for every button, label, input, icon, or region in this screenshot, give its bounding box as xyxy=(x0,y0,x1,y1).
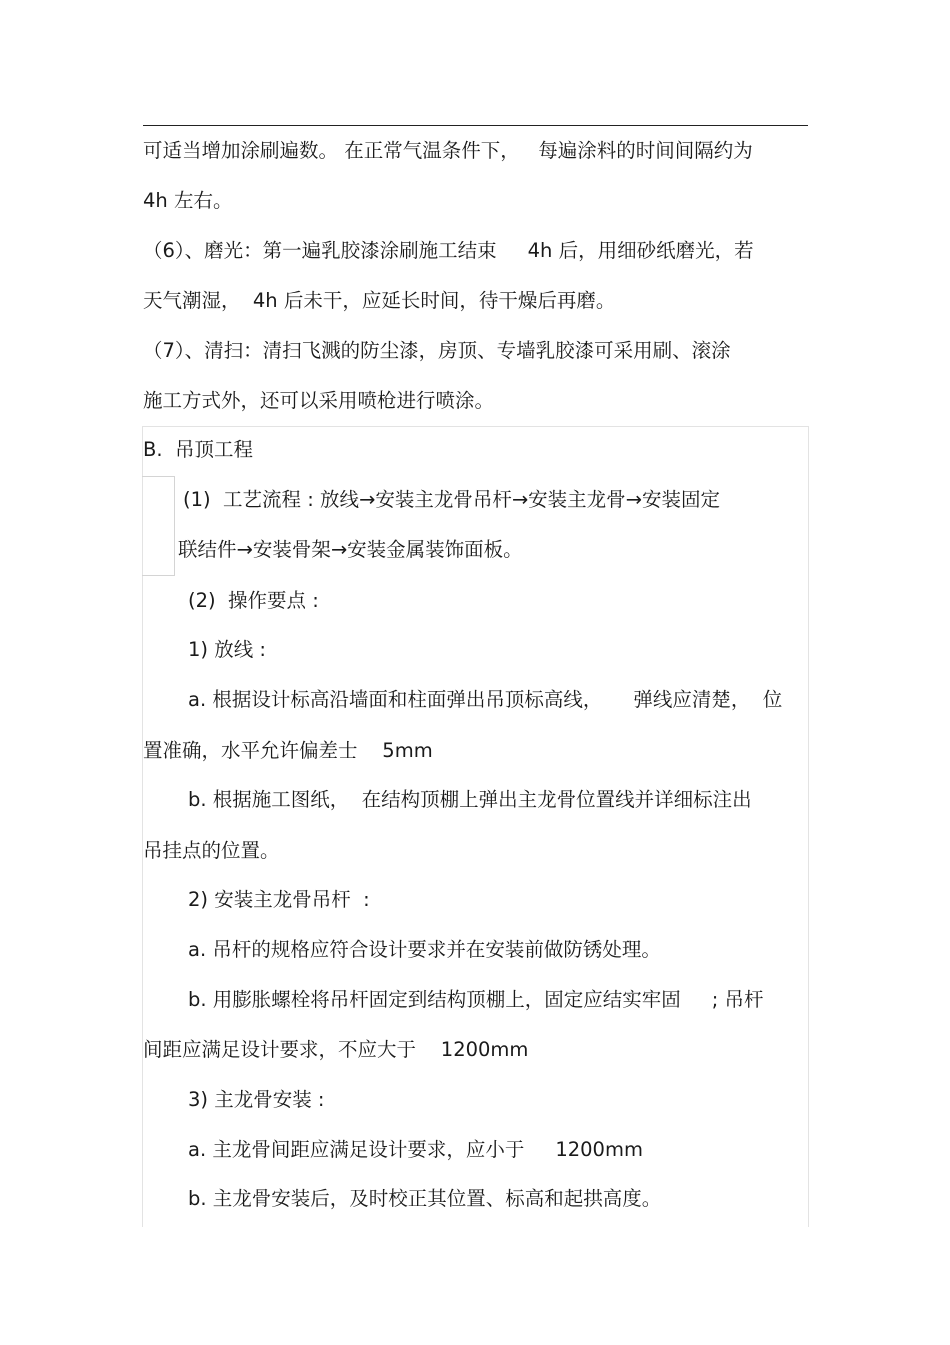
paragraph-line: （6）、磨光：第一遍乳胶漆涂刷施工结束 4h 后，用细砂纸磨光，若 xyxy=(143,239,754,262)
paragraph-line: b. 主龙骨安装后，及时校正其位置、标高和起拱高度。 xyxy=(188,1187,662,1210)
paragraph-line: (1) 工艺流程 : 放线→安装主龙骨吊杆→安装主龙骨→安装固定 xyxy=(183,488,721,511)
paragraph-line: 可适当增加涂刷遍数。 在正常气温条件下， 每遍涂料的时间间隔约为 xyxy=(143,139,753,162)
indent-marker xyxy=(142,476,175,576)
paragraph-line: 施工方式外，还可以采用喷枪进行喷涂。 xyxy=(143,389,495,412)
paragraph-line: 吊挂点的位置。 xyxy=(143,839,280,862)
section-heading: B. 吊顶工程 xyxy=(143,438,253,461)
paragraph-line: 天气潮湿， 4h 后未干，应延长时间，待干燥后再磨。 xyxy=(143,289,616,312)
paragraph-line: 联结件→安装骨架→安装金属装饰面板。 xyxy=(178,538,523,561)
paragraph-line: b. 根据施工图纸， 在结构顶棚上弹出主龙骨位置线并详细标注出 xyxy=(188,788,752,811)
paragraph-line: a. 根据设计标高沿墙面和柱面弹出吊顶标高线， 弹线应清楚， 位 xyxy=(188,688,783,711)
paragraph-line: （7）、清扫：清扫飞溅的防尘漆，房顶、专墙乳胶漆可采用刷、滚涂 xyxy=(143,339,731,362)
paragraph-line: 置准确，水平允许偏差士 5mm xyxy=(143,739,433,762)
paragraph-line: 间距应满足设计要求，不应大于 1200mm xyxy=(143,1038,529,1061)
subheading: (2) 操作要点 : xyxy=(188,589,319,612)
subheading: 2) 安装主龙骨吊杆 : xyxy=(188,888,370,911)
paragraph-line: 4h 左右。 xyxy=(143,189,233,212)
header-rule xyxy=(143,125,808,126)
paragraph-line: a. 主龙骨间距应满足设计要求，应小于 1200mm xyxy=(188,1138,643,1161)
subheading: 1) 放线 : xyxy=(188,638,266,661)
paragraph-line: b. 用膨胀螺栓将吊杆固定到结构顶棚上，固定应结实牢固 ; 吊杆 xyxy=(188,988,764,1011)
subheading: 3) 主龙骨安装 : xyxy=(188,1088,325,1111)
paragraph-line: a. 吊杆的规格应符合设计要求并在安装前做防锈处理。 xyxy=(188,938,661,961)
